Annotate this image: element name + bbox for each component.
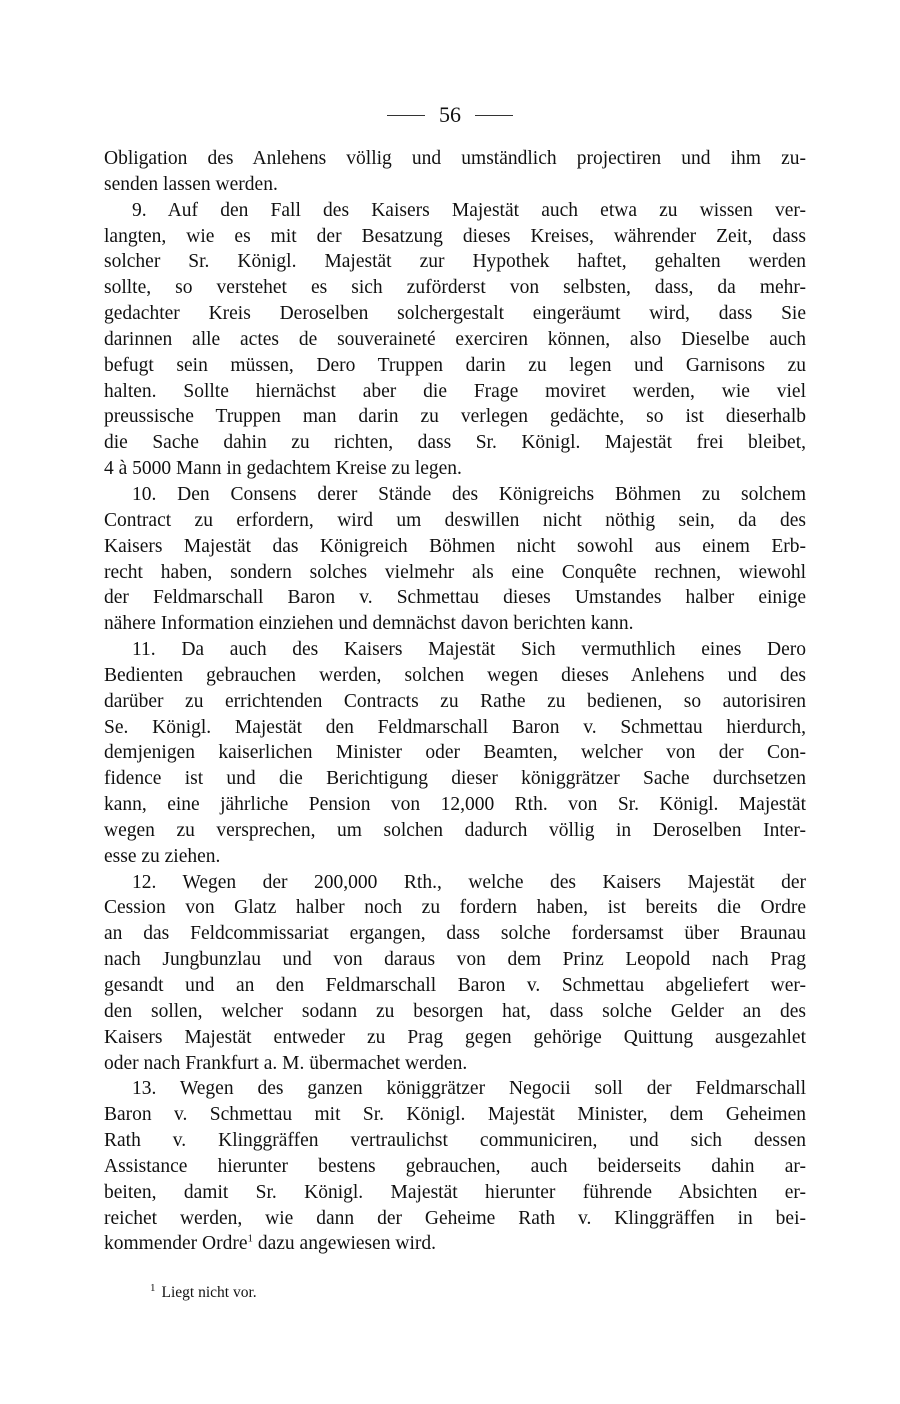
paragraph-12 [104,870,806,1077]
text-line: sollte, so verstehet es sich zuförderst von selbsten, dass, da mehr- [104,277,806,299]
text-line: 13. Wegen des ganzen königgrätzer Negocii soll der Feldmarschall [132,1078,806,1100]
text-line: 11. Da auch des Kaisers Majestät Sich vermuthlich eines Dero [132,639,806,661]
text-line: Baron v. Schmettau mit Sr. Königl. Majestät Minister, dem Geheimen [104,1104,806,1126]
text-line: Kaisers Majestät das Königreich Böhmen nicht sowohl aus einem Erb- [104,535,806,557]
text-line: befugt sein müssen, Dero Truppen darin zu legen und Garnisons zu [104,354,806,376]
page-header [0,98,900,132]
text-line: Kaisers Majestät entweder zu Prag gegen gehörige Quittung ausgezahlet [104,1026,806,1048]
text-line: gedachter Kreis Deroselben solchergestalt eingeräumt wird, dass Sie [104,303,806,325]
text-line: den sollen, welcher sodann zu besorgen hat, dass solche Gelder an des [104,1000,806,1022]
text-line: 12. Wegen der 200,000 Rth., welche des Kaisers Majestät der [132,871,806,893]
body-text [104,146,806,1257]
header-dash-right [475,115,513,116]
text-line: kann, eine jährliche Pension von 12,000 Rth. von Sr. Königl. Majestät [104,794,806,816]
text-line: recht haben, sondern solches vielmehr als eine Conquête rechnen, wiewohl [104,561,806,583]
text-line: oder nach Frankfurt a. M. übermachet werden. [104,1052,468,1074]
text-line: Cession von Glatz halber noch zu fordern haben, ist bereits die Ordre [104,897,806,919]
text-line: darinnen alle actes de souveraineté exerciren können, also Dieselbe auch [104,328,806,350]
final-line-after: dazu angewiesen wird. [253,1233,437,1255]
header-dash-left [387,115,425,116]
paragraph-10 [104,482,806,637]
text-line: Assistance hierunter bestens gebrauchen, auch beiderseits dahin ar- [104,1155,806,1177]
text-line: darüber zu errichtenden Contracts zu Rathe zu bedienen, so autorisiren [104,690,806,712]
text-line: Contract zu erfordern, wird um deswillen nicht nöthig sein, da des [104,509,806,531]
page-number: 56 [439,102,461,127]
text-line-final [104,1231,806,1257]
text-line: reichet werden, wie dann der Geheime Rath v. Klinggräffen in bei- [104,1207,806,1229]
text-line: wegen zu versprechen, um solchen dadurch völlig in Deroselben Inter- [104,819,806,841]
paragraph-13 [104,1076,806,1257]
footnote-text: Liegt nicht vor. [161,1284,257,1301]
text-line: 10. Den Consens derer Stände des Königreichs Böhmen zu solchem [132,483,806,505]
text-line: nähere Information einziehen und demnächst davon berichten kann. [104,613,634,635]
text-line: die Sache dahin zu richten, dass Sr. Königl. Majestät frei bleibet, [104,432,806,454]
footnote [150,1282,257,1304]
text-line: demjenigen kaiserlichen Minister oder Beamten, welcher von der Con- [104,742,806,764]
text-line: 9. Auf den Fall des Kaisers Majestät auch etwa zu wissen ver- [132,199,806,221]
text-line: gesandt und an den Feldmarschall Baron v. Schmettau abgeliefert wer- [104,975,806,996]
text-line: senden lassen werden. [104,173,278,195]
text-line: halten. Sollte hiernächst aber die Frage moviret werden, wie viel [104,380,806,402]
paragraph-continuation [104,146,806,198]
text-line: beiten, damit Sr. Königl. Majestät hierunter führende Absichten er- [104,1181,806,1203]
footnote-reference: 1 [247,1232,253,1245]
text-line: preussische Truppen man darin zu verlegen gedächte, so ist dieserhalb [104,406,806,428]
text-line: solcher Sr. Königl. Majestät zur Hypothek haftet, gehalten werden [104,251,806,273]
text-line: Bedienten gebrauchen werden, solchen wegen dieses Anlehens und des [104,664,806,686]
footnote-marker: 1 [150,1281,156,1294]
paragraph-9 [104,198,806,482]
text-line: Obligation des Anlehens völlig und umständlich projectiren und ihm zu- [104,148,806,169]
text-line: nach Jungbunzlau und von daraus von dem Prinz Leopold nach Prag [104,949,806,971]
final-line-before: kommender Ordre [104,1233,248,1255]
paragraph-11 [104,637,806,870]
text-line: Rath v. Klinggräffen vertraulichst communiciren, und sich dessen [104,1130,806,1152]
text-line: Se. Königl. Majestät den Feldmarschall Baron v. Schmettau hierdurch, [104,716,806,738]
text-line: esse zu ziehen. [104,845,221,867]
text-line: 4 à 5000 Mann in gedachtem Kreise zu legen. [104,458,462,480]
text-line: an das Feldcommissariat ergangen, dass solche fordersamst über Braunau [104,923,806,945]
text-line: langten, wie es mit der Besatzung dieses Kreises, währender Zeit, dass [104,225,806,247]
text-line: fidence ist und die Berichtigung dieser königgrätzer Sache durchsetzen [104,768,806,790]
text-line: der Feldmarschall Baron v. Schmettau dieses Umstandes halber einige [104,587,806,609]
